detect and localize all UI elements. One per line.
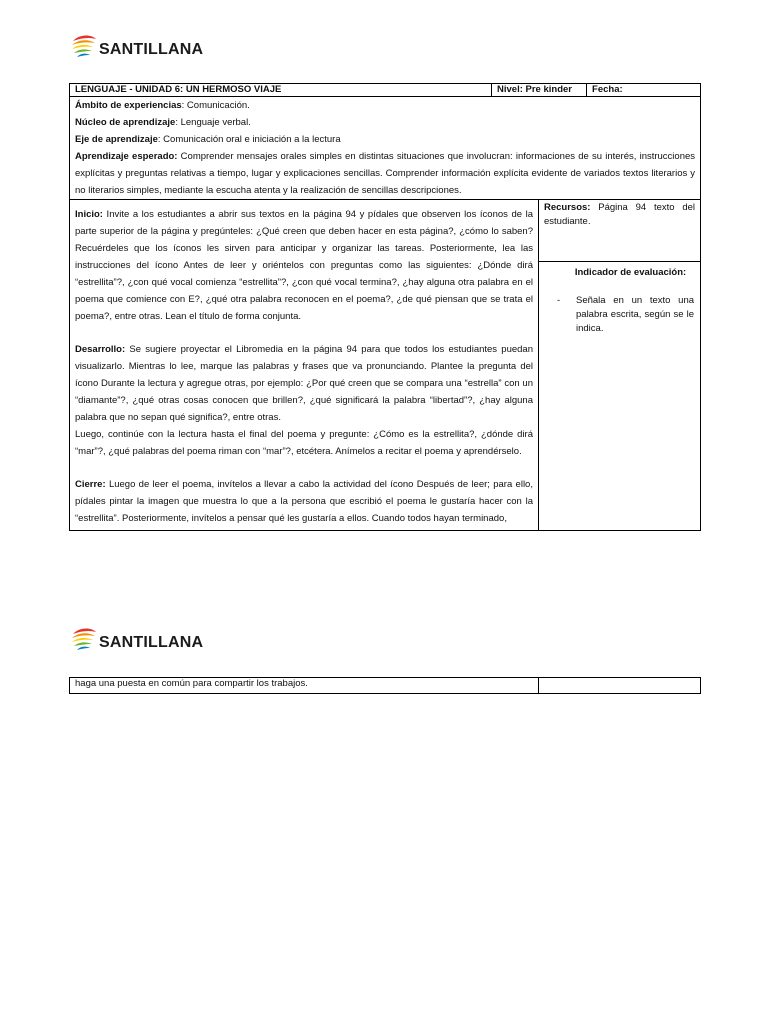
- inicio-text: Invite a los estudiantes a abrir sus textos en la página 94 y pídales que observen los íconos de la parte superior de la página y pregúnteles: ¿Qué creen que deben hacer en esta página?, ¿cómo lo saben? Recuérdeles que los íconos les sirven para anticipar y organizar las tareas. Posteriormente, lea las instrucciones del ícono Antes de leer y oriéntelos con preguntas como las siguientes: ¿Dónde dirá “estrellita”?, ¿con qué vocal comienza “estrellita”?, ¿con qué vocal termina?, ¿hay alguna otra palabra en el poema que comience con E?, ¿qué otra palabra reconocen en el poema?, ¿de qué piensan que se trata el poema?, entre otras. Lean el título de forma conjunta.: [75, 209, 533, 322]
- eje-line: [75, 131, 695, 148]
- desarrollo-paragraph-2: Luego, continúe con la lectura hasta el final del poema y pregunte: ¿Cómo es la estrellita?, ¿dónde dirá “mar”?, ¿qué palabras del poema riman con “mar”?, etcétera. Anímelos a recitar el poema y aprendérselo.: [75, 429, 533, 457]
- ambito-line: [75, 97, 695, 114]
- cierre-label: Cierre:: [75, 479, 106, 490]
- recursos-label: Recursos:: [544, 202, 591, 213]
- aprendizaje-label: Aprendizaje esperado:: [75, 151, 178, 162]
- nivel-label: Nivel: Pre kinder: [492, 84, 587, 97]
- santillana-swirl-icon: [71, 33, 97, 59]
- eje-label: Eje de aprendizaje: [75, 134, 158, 145]
- activities-cell: [70, 200, 539, 531]
- indicador-text: Señala en un texto una palabra escrita, según se le indica.: [576, 295, 695, 334]
- continuation-empty-cell: [539, 678, 701, 694]
- santillana-logo-page2: [71, 626, 203, 652]
- context-cell: [70, 97, 701, 200]
- indicador-item: [539, 282, 700, 336]
- nucleo-value: : Lenguaje verbal.: [175, 117, 251, 128]
- nucleo-label: Núcleo de aprendizaje: [75, 117, 176, 128]
- santillana-swirl-icon: [71, 626, 97, 652]
- desarrollo-paragraph: [75, 341, 533, 426]
- context-row: [70, 97, 701, 200]
- fecha-label: Fecha:: [587, 84, 701, 97]
- recursos-value: Página 94 texto del estudiante.: [544, 202, 696, 227]
- ambito-label: Ámbito de experiencias: [75, 100, 182, 111]
- continuation-text: haga una puesta en común para compartir los trabajos.: [70, 678, 539, 694]
- list-dash: -: [557, 295, 561, 306]
- desarrollo-label: Desarrollo:: [75, 344, 126, 355]
- ambito-value: : Comunicación.: [181, 100, 250, 111]
- header-row: [70, 84, 701, 97]
- activities-row: [70, 200, 701, 531]
- indicador-title: Indicador de evaluación:: [574, 267, 687, 278]
- inicio-paragraph: [75, 206, 533, 325]
- aprendizaje-value: Comprender mensajes orales simples en distintas situaciones que involucran: informaciones de su interés, instrucciones explícitas y preguntas relativas a tiempo, lugar y explicaciones sencillas. Comprender información explícita evidente de variados textos literarios y no literarios simples, mediante la escucha atenta y la realización de sencillas descripciones.: [75, 151, 696, 196]
- desarrollo-text: Se sugiere proyectar el Libromedia en la página 94 para que todos los estudiantes puedan visualizarlo. Mientras lo lee, marque las palabras y frases que va pronunciando. Plantee la pregunta del ícono Durante la lectura y agregue otras, por ejemplo: ¿Por qué creen que se compara una “estrella” con un “diamante”?, ¿qué otras cosas conocen que brillen?, ¿qué significará la palabra “libertad”?, ¿hay alguna palabra que no sepan qué significa?, entre otras.: [75, 344, 533, 423]
- logo-wordmark: SANTILLANA: [99, 634, 204, 651]
- resources-cell: [539, 200, 701, 531]
- santillana-logo: [71, 33, 203, 59]
- eje-value: : Comunicación oral e iniciación a la lectura: [157, 134, 341, 145]
- continuation-table: [69, 677, 701, 694]
- recursos-block: [539, 200, 700, 262]
- cierre-text: Luego de leer el poema, invítelos a llevar a cabo la actividad del ícono Después de leer; para ello, pídales pintar la imagen que muestra lo que a la persona que escribió el poema le gustaría hacer con la “estrellita”. Posteriormente, invítelos a pensar qué les gustaría a ellos. Cuando todos hayan terminado,: [75, 479, 533, 524]
- cierre-paragraph: [75, 476, 533, 527]
- aprendizaje-line: [75, 148, 695, 199]
- unit-title: LENGUAJE - UNIDAD 6: UN HERMOSO VIAJE: [70, 84, 492, 97]
- lesson-plan-table: [69, 83, 701, 531]
- logo-wordmark: SANTILLANA: [99, 41, 204, 58]
- inicio-label: Inicio:: [75, 209, 103, 220]
- nucleo-line: [75, 114, 695, 131]
- continuation-row: [70, 678, 701, 694]
